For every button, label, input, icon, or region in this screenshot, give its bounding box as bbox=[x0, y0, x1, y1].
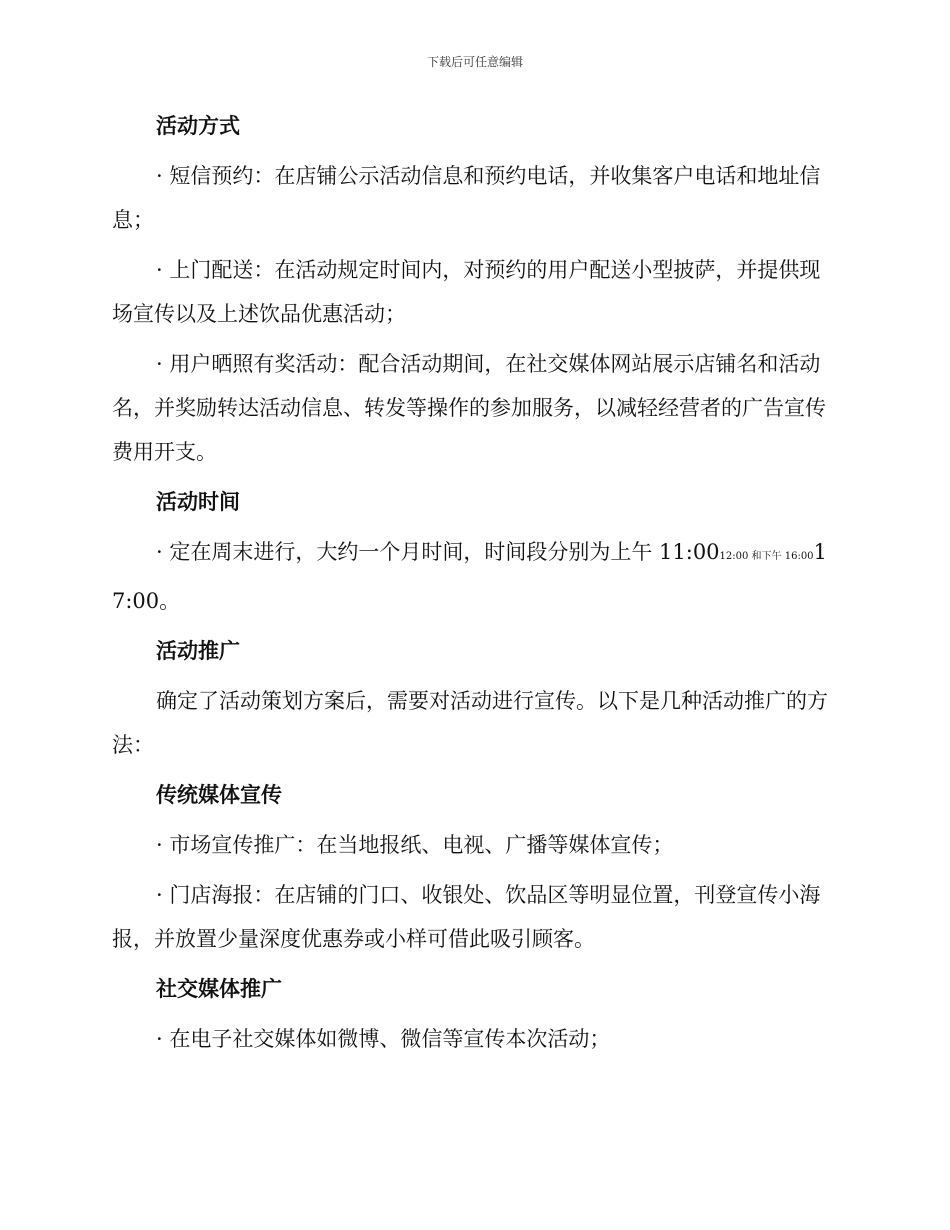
paragraph-photo-reward: · 用户晒照有奖活动：配合活动期间，在社交媒体网站展示店铺名和活动名，并奖励转达活动信息、转发等操作的参加服务，以减轻经营者的广告宣传费用开支。 bbox=[112, 352, 826, 464]
time-text-end: 17:00。 bbox=[112, 540, 827, 613]
section-heading-social-media: 社交媒体推广 bbox=[156, 977, 282, 1001]
paragraph-home-delivery: · 上门配送：在活动规定时间内，对预约的用户配送小型披萨，并提供现场宣传以及上述饮品优惠活动； bbox=[112, 258, 821, 326]
time-text-small: 12:00 和下午 16:00 bbox=[719, 551, 814, 562]
section-heading-activity-time: 活动时间 bbox=[156, 490, 240, 514]
section-heading-activity-promotion: 活动推广 bbox=[156, 639, 240, 663]
time-text-main: · 定在周末进行，大约一个月时间，时间段分别为上午 11:00 bbox=[156, 540, 720, 564]
paragraph-market-promotion: · 市场宣传推广：在当地报纸、电视、广播等媒体宣传； bbox=[156, 833, 674, 857]
paragraph-store-poster: · 门店海报：在店铺的门口、收银处、饮品区等明显位置，刊登宣传小海报，并放置少量深度优惠券或小样可借此吸引顾客。 bbox=[112, 883, 821, 951]
document-body bbox=[112, 104, 832, 1061]
section-heading-traditional-media: 传统媒体宣传 bbox=[156, 783, 282, 807]
paragraph-promotion-intro: 确定了活动策划方案后，需要对活动进行宣传。以下是几种活动推广的方法： bbox=[112, 689, 828, 757]
paragraph-sms-booking: · 短信预约：在店铺公示活动信息和预约电话，并收集客户电话和地址信息； bbox=[112, 164, 821, 232]
paragraph-activity-time bbox=[112, 530, 832, 623]
section-heading-activity-method: 活动方式 bbox=[156, 114, 240, 138]
page-header: 下载后可任意编辑 bbox=[426, 55, 523, 69]
paragraph-social-media: · 在电子社交媒体如微博、微信等宣传本次活动； bbox=[156, 1027, 611, 1051]
